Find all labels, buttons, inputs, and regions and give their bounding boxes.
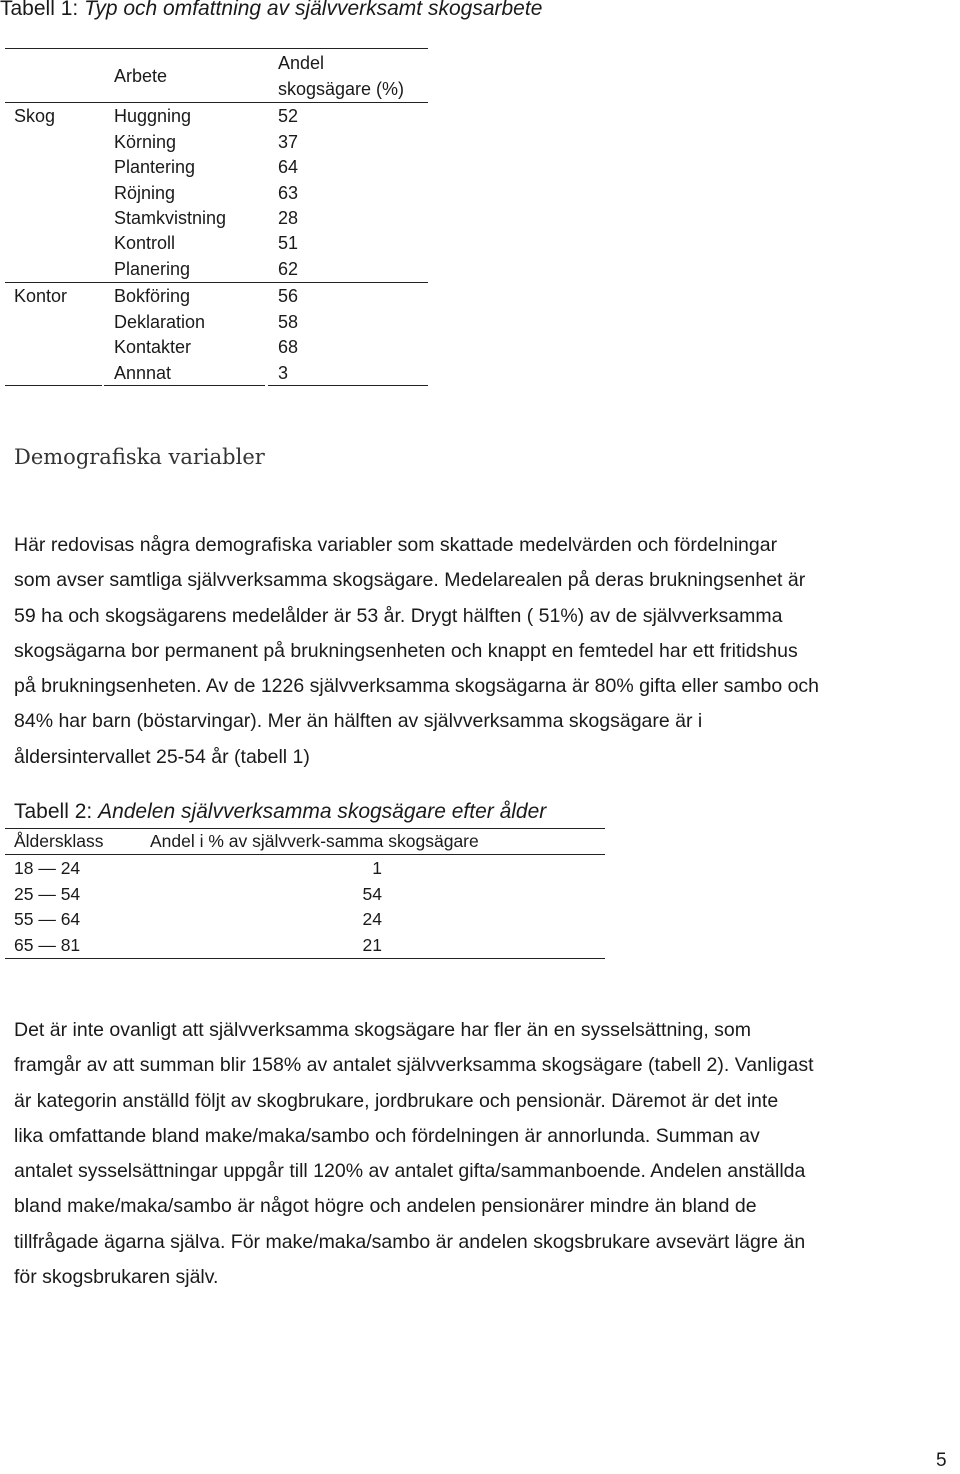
table1-bottom-rule <box>104 385 265 386</box>
table2-row-value: 54 <box>362 884 382 904</box>
table2-header-age: Åldersklass <box>14 831 104 851</box>
table1-row-value: 64 <box>278 157 299 177</box>
table2-row-value: 1 <box>372 858 382 878</box>
table1-header-rule <box>5 102 428 103</box>
table1-row-work: Plantering <box>114 157 196 177</box>
table1-header-share-line1: Andel <box>278 53 325 73</box>
paragraph-line: 84% har barn (böstarvingar). Mer än hälften av självverksamma skogsägare är i <box>14 710 703 733</box>
table2-top-rule <box>5 828 605 829</box>
paragraph-line: framgår av att summan blir 158% av antalet självverksamma skogsägare (tabell 2). Vanligast <box>14 1054 814 1077</box>
table1-row-value: 3 <box>278 363 289 383</box>
paragraph-line: lika omfattande bland make/maka/sambo och fördelningen är annorlunda. Summan av <box>14 1124 760 1147</box>
table1-group-label: Skog <box>14 106 56 126</box>
page-number: 5 <box>936 1450 947 1471</box>
table1-row-value: 28 <box>278 208 299 228</box>
table1-top-rule <box>5 48 428 49</box>
table1-row-work: Röjning <box>114 183 176 203</box>
table1-row-work: Stamkvistning <box>114 208 227 228</box>
table1-row-work: Huggning <box>114 106 192 126</box>
table1-group-rule <box>5 282 428 283</box>
table1-caption-title: Typ och omfattning av självverksamt skogsarbete <box>84 0 543 20</box>
table1-bottom-rule <box>268 385 428 386</box>
table2-caption-title: Andelen självverksamma skogsägare efter ålder <box>98 800 547 823</box>
table2-row-age: 55 — 64 <box>14 909 81 929</box>
paragraph-line: skogsägarna bor permanent på brukningsenheten och knappt en femtedel har ett fritidshus <box>14 639 798 662</box>
table1-row-value: 62 <box>278 259 299 279</box>
paragraph-line: som avser samtliga självverksamma skogsägare. Medelarealen på deras brukningsenhet är <box>14 569 806 592</box>
table1-row-work: Planering <box>114 259 191 279</box>
table1-row-value: 52 <box>278 106 299 126</box>
table1-caption <box>0 0 542 21</box>
table1-header-share-line2: skogsägare (%) <box>278 79 405 99</box>
paragraph-line: åldersintervallet 25-54 år (tabell 1) <box>14 745 310 768</box>
paragraph-line: på brukningsenheten. Av de 1226 självverksamma skogsägarna är 80% gifta eller sambo och <box>14 675 820 698</box>
table1-header-work: Arbete <box>114 66 168 86</box>
table1-caption-prefix: Tabell 1: <box>0 0 85 20</box>
paragraph-line: Det är inte ovanligt att självverksamma skogsägare har fler än en sysselsättning, som <box>14 1019 752 1041</box>
paragraph-line: Här redovisas några demografiska variabler som skattade medelvärden och fördelningar <box>14 534 778 556</box>
table2-header-share: Andel i % av självverk-samma skogsägare <box>150 831 479 851</box>
table2-row-age: 25 — 54 <box>14 884 81 904</box>
paragraph-line: bland make/maka/sambo är något högre och andelen pensionärer mindre än bland de <box>14 1195 757 1218</box>
paragraph-demographics <box>14 528 954 775</box>
table2-bottom-rule <box>5 958 605 959</box>
table2-row-age: 65 — 81 <box>14 935 81 955</box>
table1-row-value: 51 <box>278 233 299 253</box>
table1-row-work: Kontroll <box>114 233 176 253</box>
table1-row-work: Deklaration <box>114 312 206 332</box>
paragraph-line: 59 ha och skogsägarens medelålder är 53 år. Drygt hälften ( 51%) av de självverksamma <box>14 604 783 627</box>
table1-row-value: 37 <box>278 132 299 152</box>
table1-group-label: Kontor <box>14 286 68 306</box>
table1-bottom-rule <box>5 385 102 386</box>
table2-row-age: 18 — 24 <box>14 858 81 878</box>
table2-row-value: 24 <box>362 909 382 929</box>
table1-row-work: Kontakter <box>114 337 192 357</box>
table2-caption <box>14 800 546 824</box>
table2-caption-prefix: Tabell 2: <box>14 800 99 823</box>
table2-header-rule <box>5 854 605 855</box>
paragraph-line: är kategorin anställd följt av skogbrukare, jordbrukare och pensionär. Däremot är det inte <box>14 1089 779 1112</box>
section-heading: Demografiska variabler <box>14 445 265 469</box>
paragraph-line: för skogsbrukaren själv. <box>14 1266 219 1289</box>
table1-row-value: 68 <box>278 337 299 357</box>
table1-row-value: 63 <box>278 183 299 203</box>
table1-row-work: Annnat <box>114 363 172 383</box>
table1-row-value: 58 <box>278 312 299 332</box>
table1-row-work: Bokföring <box>114 286 191 306</box>
table1-row-value: 56 <box>278 286 299 306</box>
paragraph-occupations <box>14 1013 954 1295</box>
table1-row-work: Körning <box>114 132 177 152</box>
paragraph-line: antalet sysselsättningar uppgår till 120% av antalet gifta/sammanboende. Andelen anställda <box>14 1160 806 1183</box>
table2-row-value: 21 <box>362 935 382 955</box>
paragraph-line: tillfrågade ägarna själva. För make/maka/sambo är andelen skogsbrukare avsevärt lägre än <box>14 1230 806 1253</box>
